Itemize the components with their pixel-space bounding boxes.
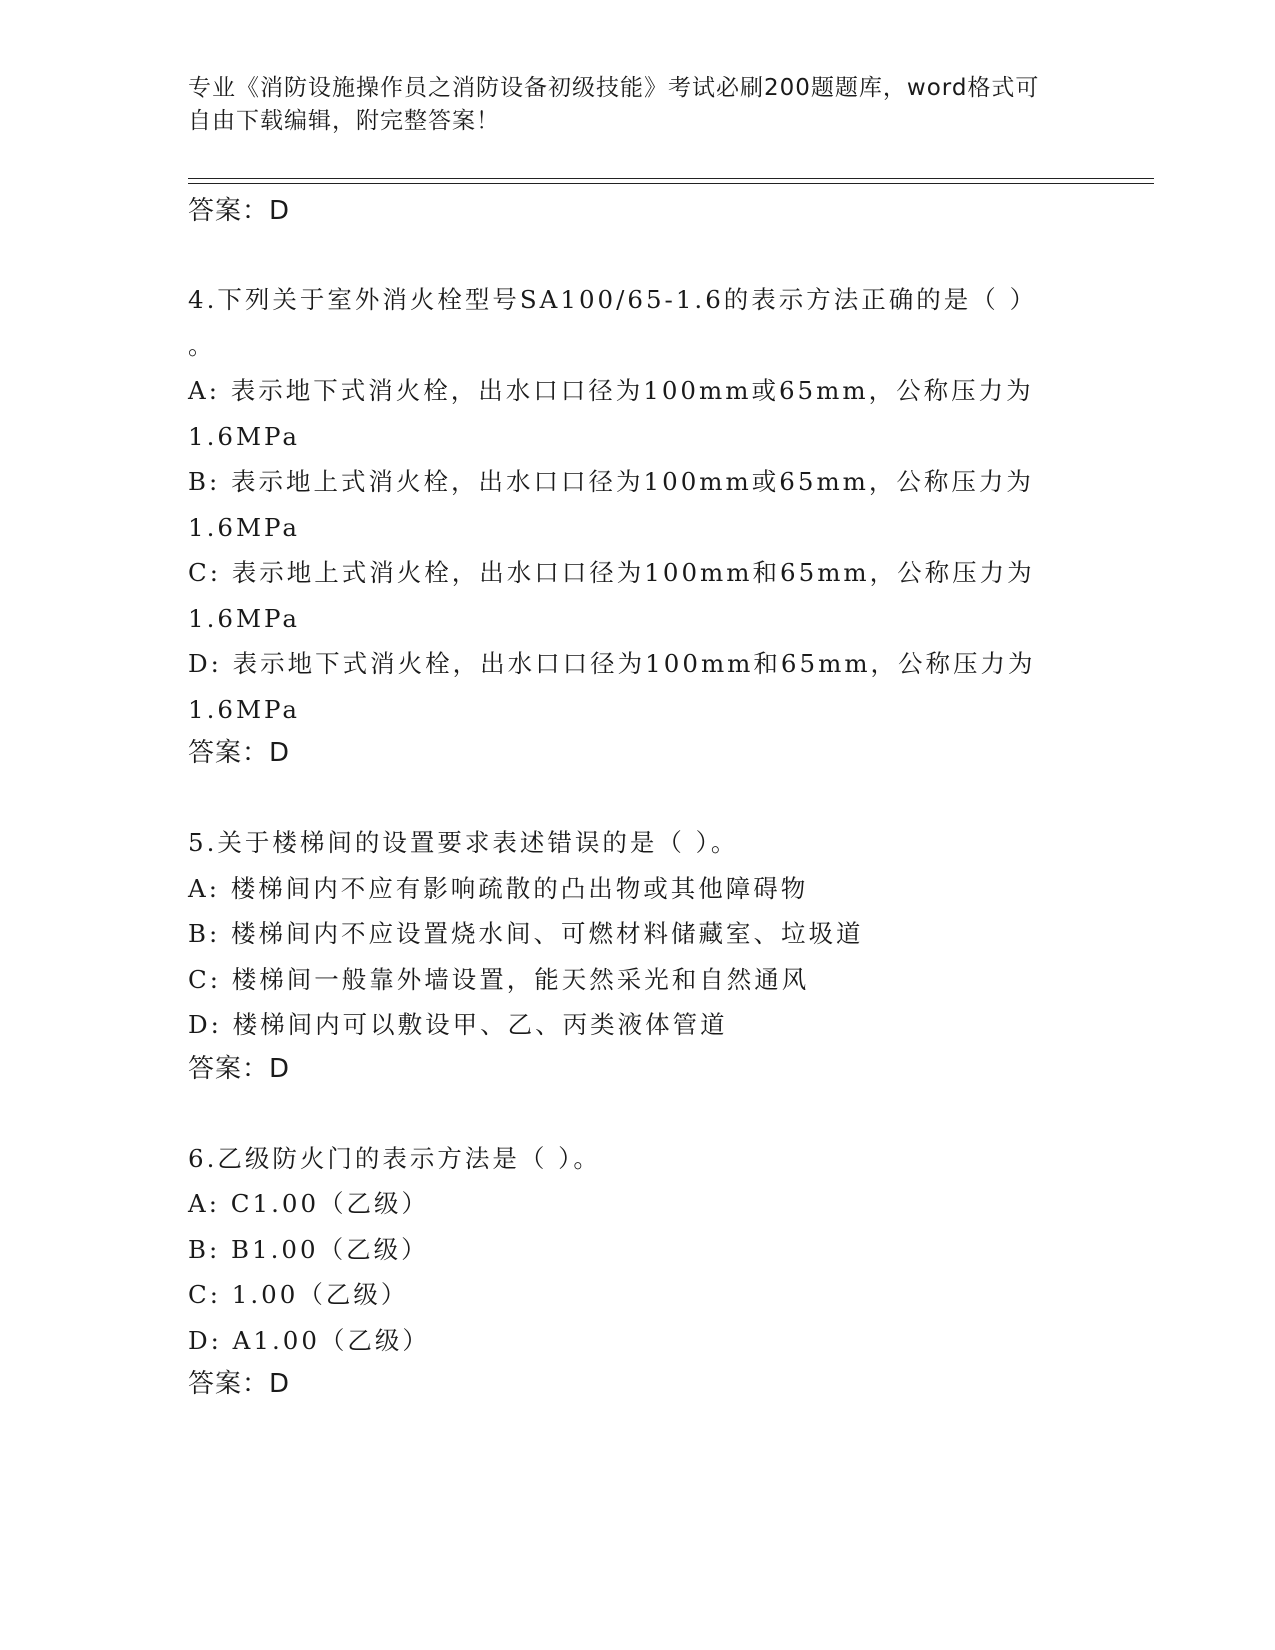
question-4-option-d: D: 表示地下式消火栓，出水口口径为100mm和65mm，公称压力为 xyxy=(188,649,1036,678)
header-line-2: 自由下载编辑，附完整答案！ xyxy=(188,108,500,134)
question-6-option-a: A: C1.00（乙级） xyxy=(188,1189,430,1218)
question-6 xyxy=(188,1136,1108,1406)
answer-q3: 答案：D xyxy=(188,196,291,226)
question-6-option-d: D: A1.00（乙级） xyxy=(188,1325,430,1355)
question-5-option-d: D: 楼梯间内可以敷设甲、乙、丙类液体管道 xyxy=(188,1010,728,1039)
question-4-option-a-cont: 1.6MPa xyxy=(188,421,301,451)
question-4 xyxy=(188,277,1108,774)
question-5-option-a: A: 楼梯间内不应有影响疏散的凸出物或其他障碍物 xyxy=(188,873,809,903)
question-6-stem: 6.乙级防火门的表示方法是（ ）。 xyxy=(188,1143,601,1173)
question-4-stem: 4.下列关于室外消火栓型号SA100/65-1.6的表示方法正确的是（ ） xyxy=(188,285,1038,314)
question-6-option-c: C: 1.00（乙级） xyxy=(188,1280,409,1309)
question-4-option-d-cont: 1.6MPa xyxy=(188,694,301,724)
question-5-stem: 5.关于楼梯间的设置要求表述错误的是（ ）。 xyxy=(188,828,739,857)
answer-q6: 答案：D xyxy=(188,1369,291,1399)
question-4-option-c-cont: 1.6MPa xyxy=(188,603,301,633)
question-4-option-c: C: 表示地上式消火栓，出水口口径为100mm和65mm，公称压力为 xyxy=(188,558,1035,587)
question-6-option-b: B: B1.00（乙级） xyxy=(188,1234,429,1264)
answer-q4: 答案：D xyxy=(188,738,291,768)
header-line-1: 专业《消防设施操作员之消防设备初级技能》考试必刷200题题库，word格式可 xyxy=(188,75,1040,101)
question-5-option-c: C: 楼梯间一般靠外墙设置，能天然采光和自然通风 xyxy=(188,964,810,994)
question-4-option-b-cont: 1.6MPa xyxy=(188,512,301,542)
question-4-stem-tail: 。 xyxy=(188,330,216,360)
header-divider-bottom xyxy=(188,183,1154,184)
question-5 xyxy=(188,820,1108,1090)
answer-q5: 答案：D xyxy=(188,1053,291,1084)
document-body xyxy=(188,190,1108,1405)
header-divider-top xyxy=(188,178,1154,179)
document-header xyxy=(188,72,1068,138)
question-4-option-b: B: 表示地上式消火栓，出水口口径为100mm或65mm，公称压力为 xyxy=(188,467,1034,496)
question-4-option-a: A: 表示地下式消火栓，出水口口径为100mm或65mm，公称压力为 xyxy=(188,376,1034,405)
question-5-option-b: B: 楼梯间内不应设置烧水间、可燃材料储藏室、垃圾道 xyxy=(188,919,864,948)
